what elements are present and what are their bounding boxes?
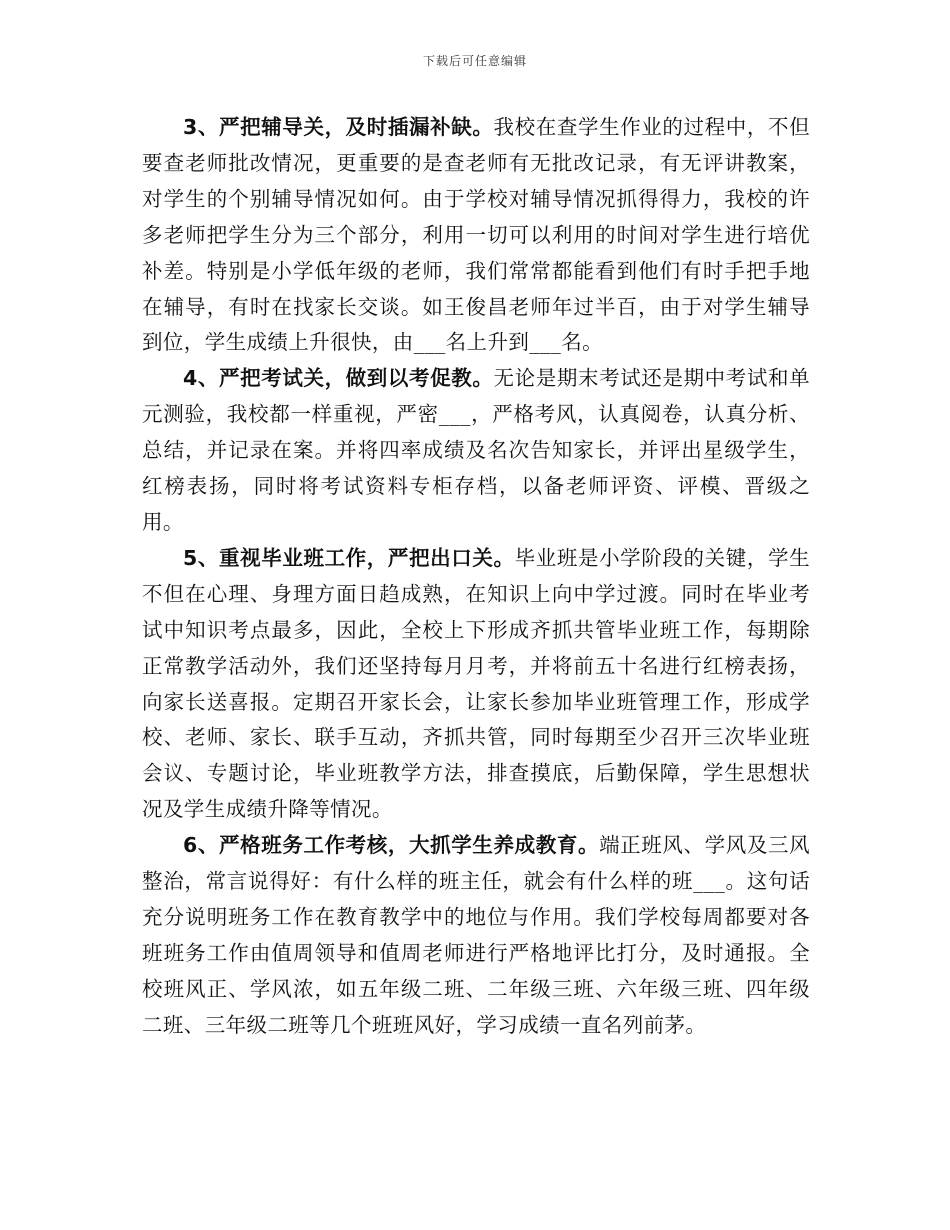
- paragraph-text: 无论是期末考试还是期中考试和单元测验，我校都一样重视，严密___，严格考风，认真阅卷，认真分析、总结，并记录在案。并将四率成绩及名次告知家长，并评出星级学生，红榜表扬，同时将考试资料专柜存档，以备老师评资、评模、晋级之用。: [142, 366, 811, 534]
- paragraph-class-affairs: [142, 828, 810, 1043]
- paragraph-exams: [142, 361, 810, 541]
- paragraph-heading: 3、严把辅导关，及时插漏补缺。: [183, 115, 494, 139]
- document-body: [142, 110, 810, 1044]
- paragraph-heading: 4、严把考试关，做到以考促教。: [183, 366, 494, 391]
- paragraph-heading: 6、严格班务工作考核，大抓学生养成教育。: [183, 833, 600, 858]
- paragraph-text: 端正班风、学风及三风整治，常言说得好：有什么样的班主任，就会有什么样的班___。这句话充分说明班务工作在教育教学中的地位与作用。我们学校每周都要对各班班务工作由值周领导和值周老师进行严格地评比打分，及时通报。全校班风正、学风浓，如五年级二班、二年级三班、六年级三班、四年级二班、三年级二班等几个班班风好，学习成绩一直名列前茅。: [142, 833, 810, 1037]
- paragraph-text: 毕业班是小学阶段的关键，学生不但在心理、身理方面日趋成熟，在知识上向中学过渡。同时在毕业考试中知识考点最多，因此，全校上下形成齐抓共管毕业班工作，每期除正常教学活动外，我们还坚持每月月考，并将前五十名进行红榜表扬，向家长送喜报。定期召开家长会，让家长参加毕业班管理工作，形成学校、老师、家长、联手互动，齐抓共管，同时每期至少召开三次毕业班会议、专题讨论，毕业班教学方法，排查摸底，后勤保障，学生思想状况及学生成绩升降等情况。: [142, 545, 810, 822]
- page-header: 下载后可任意编辑: [422, 54, 527, 68]
- paragraph-tutoring: [142, 110, 810, 361]
- paragraph-text: 我校在查学生作业的过程中，不但要查老师批改情况，更重要的是查老师有无批改记录，有无评讲教案，对学生的个别辅导情况如何。由于学校对辅导情况抓得得力，我校的许多老师把学生分为三个部分，利用一切可以利用的时间对学生进行培优补差。特别是小学低年级的老师，我们常常都能看到他们有时手把手地在辅导，有时在找家长交谈。如王俊昌老师年过半百，由于对学生辅导到位，学生成绩上升很快，由___名上升到___名。: [142, 115, 811, 355]
- paragraph-graduating-class: [142, 541, 810, 828]
- paragraph-heading: 5、重视毕业班工作，严把出口关。: [183, 545, 515, 570]
